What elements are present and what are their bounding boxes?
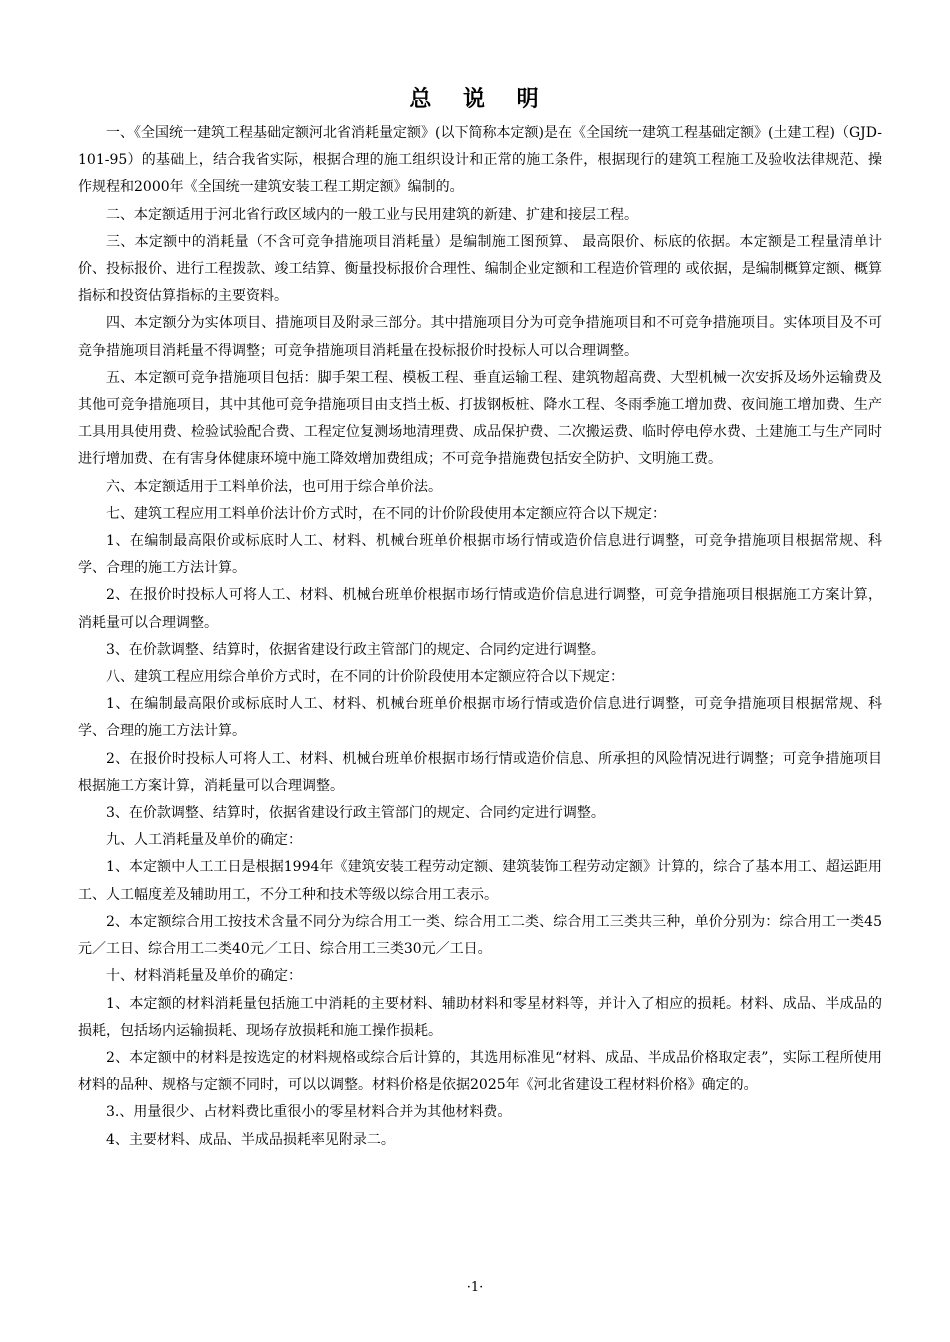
paragraph: 1、在编制最高限价或标底时人工、材料、机械台班单价根据市场行情或造价信息进行调整，可竞争措施项目根据常规、科学、合理的施工方法计算。	[78, 696, 882, 740]
paragraph: 4、主要材料、成品、半成品损耗率见附录二。	[106, 1131, 395, 1148]
paragraph: 2、在报价时投标人可将人工、材料、机械台班单价根据市场行情或造价信息进行调整，可竞争措施项目根据施工方案计算，消耗量可以合理调整。	[78, 587, 882, 631]
paragraph: 1、本定额的材料消耗量包括施工中消耗的主要材料、辅助材料和零星材料等，并计入了相应的损耗。材料、成品、半成品的损耗，包括场内运输损耗、现场存放损耗和施工操作损耗。	[78, 995, 882, 1039]
paragraph: 三、本定额中的消耗量（不含可竞争措施项目消耗量）是编制施工图预算、 最高限价、标底的依据。本定额是工程量清单计价、投标报价、进行工程拨款、竣工结算、衡量投标报价合理性、编制企业定额和工程造价管理的 或依据，是编制概算定额、概算指标和投资估算指标的主要资料。	[78, 233, 882, 305]
paragraph: 2、在报价时投标人可将人工、材料、机械台班单价根据市场行情或造价信息、所承担的风险情况进行调整；可竞争措施项目根据施工方案计算，消耗量可以合理调整。	[78, 750, 882, 794]
paragraph: 3.、用量很少、占材料费比重很小的零星材料合并为其他材料费。	[106, 1104, 512, 1121]
paragraph: 2、本定额综合用工按技术含量不同分为综合用工一类、综合用工二类、综合用工三类共三种，单价分别为：综合用工一类45元／工日、综合用工二类40元／工日、综合用工三类30元／工日。	[78, 913, 882, 958]
document-body	[78, 84, 882, 1154]
paragraph: 1、在编制最高限价或标底时人工、材料、机械台班单价根据市场行情或造价信息进行调整，可竞争措施项目根据常规、科学、合理的施工方法计算。	[78, 533, 882, 577]
paragraph: 六、本定额适用于工料单价法，也可用于综合单价法。	[106, 478, 442, 495]
paragraph: 2、本定额中的材料是按选定的材料规格或综合后计算的，其选用标准见“材料、成品、半成品价格取定表”，实际工程所使用材料的品种、规格与定额不同时，可以以调整。材料价格是依据2025年《河北省建设工程材料价格》确定的。	[78, 1049, 882, 1094]
paragraph: 四、本定额分为实体项目、措施项目及附录三部分。其中措施项目分为可竞争措施项目和不可竞争措施项目。实体项目及不可竞争措施项目消耗量不得调整；可竞争措施项目消耗量在投标报价时投标人可以合理调整。	[78, 315, 882, 359]
paragraph: 1、本定额中人工工日是根据1994年《建筑安装工程劳动定额、建筑装饰工程劳动定额》计算的，综合了基本用工、超运距用工、人工幅度差及辅助用工，不分工种和技术等级以综合用工表示。	[78, 859, 882, 903]
paragraph: 3、在价款调整、结算时，依据省建设行政主管部门的规定、合同约定进行调整。	[106, 641, 605, 658]
paragraph: 3、在价款调整、结算时，依据省建设行政主管部门的规定、合同约定进行调整。	[106, 805, 605, 822]
paragraph: 二、本定额适用于河北省行政区域内的一般工业与民用建筑的新建、扩建和接层工程。	[106, 206, 638, 223]
page-number: ·1·	[466, 1280, 484, 1295]
paragraph: 八、建筑工程应用综合单价方式时，在不同的计价阶段使用本定额应符合以下规定：	[106, 669, 624, 686]
paragraph: 一、《全国统一建筑工程基础定额河北省消耗量定额》(以下简称本定额)是在《全国统一建筑工程基础定额》(土建工程)（GJD-101-95）的基础上，结合我省实际，根据合理的施工组织设计和正常的施工条件，根据现行的建筑工程施工及验收法律规范、操作规程和2000年《全国统一建筑安装工程工期定额》编制的。	[78, 125, 882, 196]
paragraph: 七、建筑工程应用工料单价法计价方式时，在不同的计价阶段使用本定额应符合以下规定：	[106, 505, 666, 522]
page-title: 总 说 明	[409, 87, 551, 112]
paragraph: 十、材料消耗量及单价的确定：	[106, 968, 302, 985]
paragraph: 五、本定额可竞争措施项目包括：脚手架工程、模板工程、垂直运输工程、建筑物超高费、大型机械一次安拆及场外运输费及其他可竞争措施项目，其中其他可竞争措施项目由支挡土板、打拔钢板桩、降水工程、冬雨季施工增加费、夜间施工增加费、生产工具用具使用费、检验试验配合费、工程定位复测场地清理费、成品保护费、二次搬运费、临时停电停水费、土建施工与生产同时进行增加费、在有害身体健康环境中施工降效增加费组成；不可竞争措施费包括安全防护、文明施工费。	[78, 369, 882, 468]
paragraph: 九、人工消耗量及单价的确定：	[106, 832, 302, 849]
